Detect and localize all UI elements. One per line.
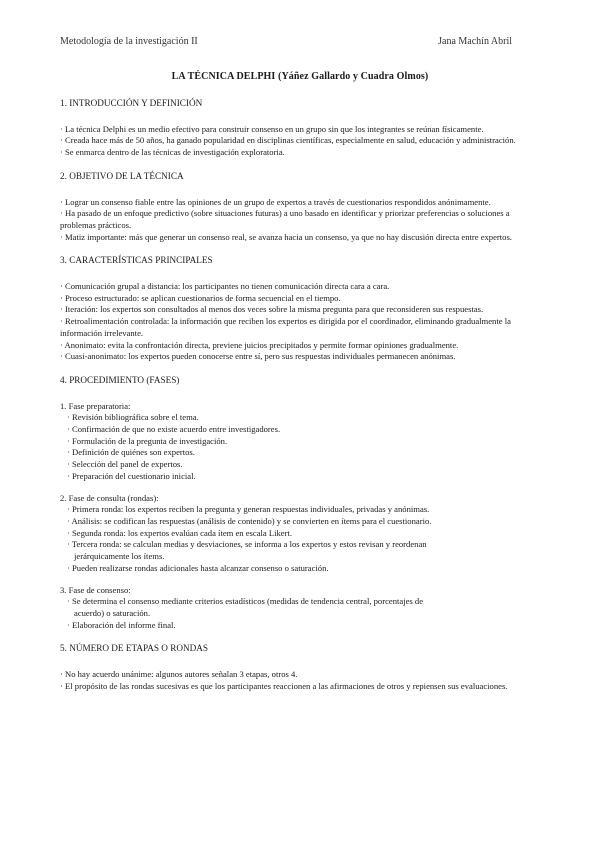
phase-1-item: · Revisión bibliográfica sobre el tema. [67,412,199,423]
phase-3-item: acuerdo) o saturación. [74,607,151,618]
section-2-item: · Ha pasado de un enfoque predictivo (sobre situaciones futuras) a uno basado en identificar y priorizar preferencias o soluciones a [60,208,510,219]
section-1-title: 1. INTRODUCCIÓN Y DEFINICIÓN [60,98,203,108]
phase-1-item: · Formulación de la pregunta de investigación. [67,435,228,446]
section-1-item: · Creada hace más de 50 años, ha ganado popularidad en disciplinas científicas, especialmente en salud, educación y administración. [60,135,516,146]
section-2-item: problemas prácticos. [60,219,132,230]
phase-2-item: · Tercera ronda: se calculan medias y desviaciones, se informa a los expertos y estos revisan y reordenan [67,539,427,550]
section-1-item: · Se enmarca dentro de las técnicas de investigación exploratoria. [60,147,285,158]
phase-1-item: · Preparación del cuestionario inicial. [67,470,196,481]
section-2-title: 2. OBJETIVO DE LA TÉCNICA [60,170,184,181]
section-2-item: · Matiz importante: más que generar un consenso real, se avanza hacia un consenso, ya que no hay discusión directa entre expertos. [60,231,512,242]
section-2-item: · Lograr un consenso fiable entre las opiniones de un grupo de expertos a través de cuestionarios respondidos anónimamente. [60,196,491,207]
section-3-title: 3. CARACTERÍSTICAS PRINCIPALES [60,255,213,266]
phase-3-item: · Se determina el consenso mediante criterios estadísticos (medidas de tendencia central, porcentajes de [67,596,424,607]
phase-2-item: · Análisis: se codifican las respuestas (análisis de contenido) y se convierten en ítems para el cuestionario. [67,515,432,526]
section-3-item: · Retroalimentación controlada: la información que reciben los expertos es dirigida por el coordinador, eliminando gradualmente la [60,316,511,327]
phase-1-item: · Selección del panel de expertos. [67,459,183,470]
document-body [60,98,540,692]
section-5-title: 5. NÚMERO DE ETAPAS O RONDAS [60,643,208,654]
phase-2-item: jerárquicamente los ítems. [74,551,165,562]
phase-2-item: · Segunda ronda: los expertos evalúan cada ítem en escala Likert. [67,527,293,538]
phase-2-title: 2. Fase de consulta (rondas): [60,492,159,503]
header-author: Jana Machín Abril [438,36,512,47]
phase-1-title: 1. Fase preparatoria: [60,400,131,411]
phase-3-item: · Elaboración del informe final. [67,619,176,630]
phase-2-item: · Primera ronda: los expertos reciben la pregunta y generan respuestas individuales, privadas y anónimas. [67,504,430,515]
section-3-item: · Comunicación grupal a distancia: los participantes no tienen comunicación directa cara a cara. [60,281,390,292]
section-4-title: 4. PROCEDIMIENTO (FASES) [60,374,180,385]
section-3-item: · Cuasi-anonimato: los expertos pueden conocerse entre sí, pero sus respuestas individuales permanecen anónimas. [60,351,456,362]
section-5-item: · No hay acuerdo unánime: algunos autores señalan 3 etapas, otros 4. [60,669,298,680]
phase-3-title: 3. Fase de consenso: [60,584,131,595]
section-3-item: información irrelevante. [60,327,144,338]
section-5-item: · El propósito de las rondas sucesivas es que los participantes reaccionen a las afirmaciones de otros y repiensen sus evaluaciones. [60,680,508,691]
phase-2-item: · Pueden realizarse rondas adicionales hasta alcanzar consenso o saturación. [67,562,329,573]
section-3-item: · Iteración: los expertos son consultados al menos dos veces sobre la misma pregunta para que reconsideren sus respuestas. [60,304,484,315]
phase-1-item: · Confirmación de que no existe acuerdo entre investigadores. [67,424,281,435]
section-3-item: · Anonimato: evita la confrontación directa, previene juicios precipitados y permite formar opiniones gradualmente. [60,339,459,350]
phase-1-item: · Definición de quiénes son expertos. [67,447,195,458]
section-3-item: · Proceso estructurado: se aplican cuestionarios de forma secuencial en el tiempo. [60,292,341,303]
section-1-item: · La técnica Delphi es un medio efectivo para construir consenso en un grupo sin que los integrantes se reúnan físicamente. [60,123,484,134]
document-title: LA TÉCNICA DELPHI (Yáñez Gallardo y Cuadra Olmos) [171,71,429,82]
header-course: Metodología de la investigación II [60,36,198,47]
